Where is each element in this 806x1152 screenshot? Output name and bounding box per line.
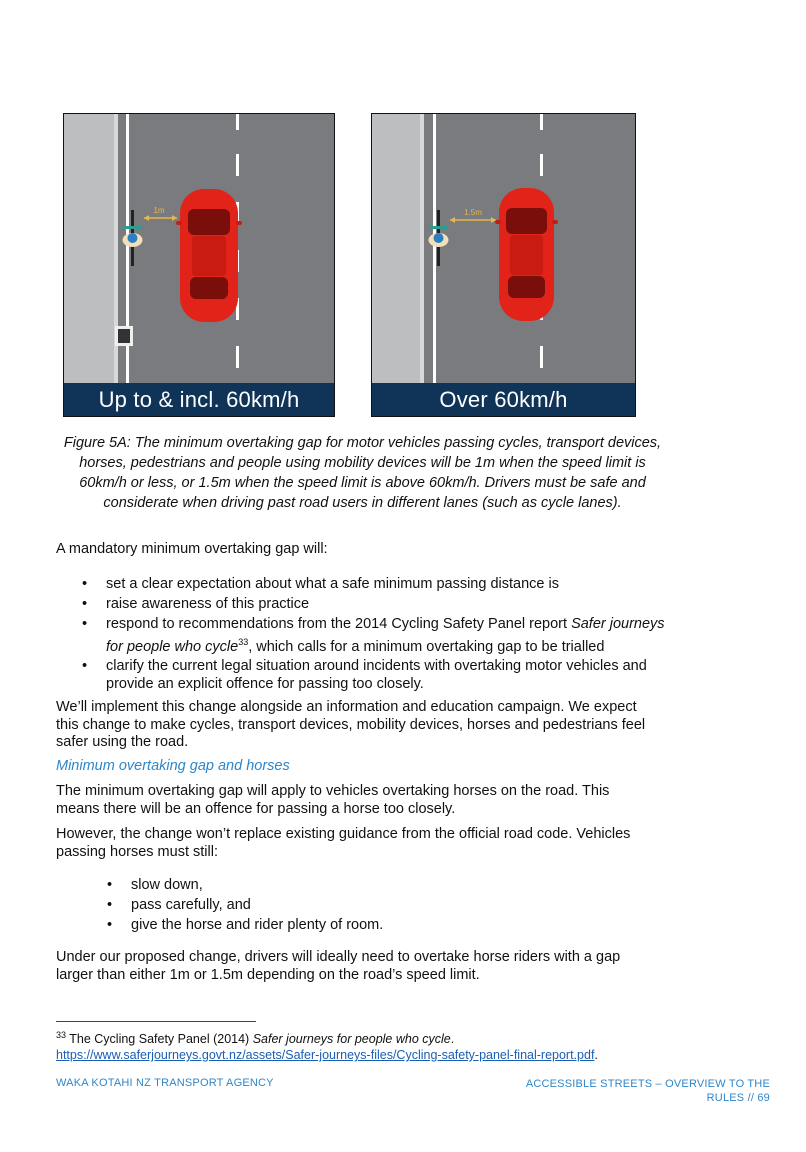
list-item: • slow down, [107,877,203,893]
road-illustration-right [372,114,636,417]
figure-left [63,113,335,417]
footnote: $^{33}$ The Cycling Safety Panel (2014) Safer journeys for people who cycle. https://www.saferjourneys.govt.nz/assets/Safer-journeys-files/Cycling-safety-panel-final-report.pdf. [56,1030,598,1063]
road-illustration-left [64,114,335,417]
footpath [372,114,420,417]
horses-paragraph-1: The minimum overtaking gap will apply to vehicles overtaking horses on the road. This means there will be an offence for passing a horse too closely. [56,783,610,817]
figure-label: Over 60km/h [372,383,635,416]
edge-line [126,114,129,417]
footpath [64,114,114,417]
cyclist-icon [429,210,449,266]
list-item: • clarify the current legal situation around incidents with overtaking motor vehicles and provide an explicit offence for passing too closely. [82,658,647,692]
bullet-list-horses [106,877,606,937]
list-item: • set a clear expectation about what a safe minimum passing distance is [82,576,559,592]
intro-paragraph: A mandatory minimum overtaking gap will: [56,541,328,557]
footnote-link[interactable]: https://www.saferjourneys.govt.nz/assets/Safer-journeys-files/Cycling-safety-panel-final-report.pdf [56,1048,595,1063]
kerb [420,114,424,417]
list-item: • raise awareness of this practice [82,596,310,612]
section-subheading: Minimum overtaking gap and horses [56,758,290,774]
cyclist-icon [123,210,143,266]
car-icon [176,189,242,322]
edge-line [433,114,436,417]
gap-label: 1.5m [464,208,482,217]
footnote-divider [56,1021,256,1022]
campaign-paragraph: We’ll implement this change alongside an information and education campaign. We expect this change to make cycles, transport devices, mobility devices, horses and pedestrians feel safer using the road. [56,699,646,750]
figure-label: Up to & incl. 60km/h [64,383,334,416]
list-item: • pass carefully, and [107,897,251,913]
list-item: • give the horse and rider plenty of room. [107,917,384,933]
kerb [114,114,118,417]
figure-right [371,113,636,417]
gap-arrow [144,206,177,221]
horses-paragraph-2: However, the change won’t replace existing guidance from the official road code. Vehicles passing horses must still: [56,826,631,860]
footer-agency: WAKA KOTAHI NZ TRANSPORT AGENCY [56,1077,274,1089]
figure-caption: Figure 5A: The minimum overtaking gap for motor vehicles passing cycles, transport devices, horses, pedestrians and people using mobility devices will be 1m when the speed limit is 60km/h or less, or 1.5m when the speed limit is above 60km/h. Drivers must be safe and considerate when driving past road users in different lanes (such as cycle lanes). [63,435,662,511]
final-paragraph: Under our proposed change, drivers will ideally need to overtake horse riders with a gap larger than either 1m or 1.5m depending on the road’s speed limit. [56,949,621,983]
bullet-list-gap [81,576,681,696]
car-icon [495,188,558,321]
gap-arrow [450,208,496,223]
gap-label: 1m [153,206,165,215]
footer-document: ACCESSIBLE STREETS – OVERVIEW TO THE RULES // 69 [525,1078,770,1104]
list-item: • respond to recommendations from the 2014 Cycling Safety Panel report Safer journeys for people who cycle$^{33}$, which calls for a minimum overtaking gap to be trialled [82,616,665,655]
